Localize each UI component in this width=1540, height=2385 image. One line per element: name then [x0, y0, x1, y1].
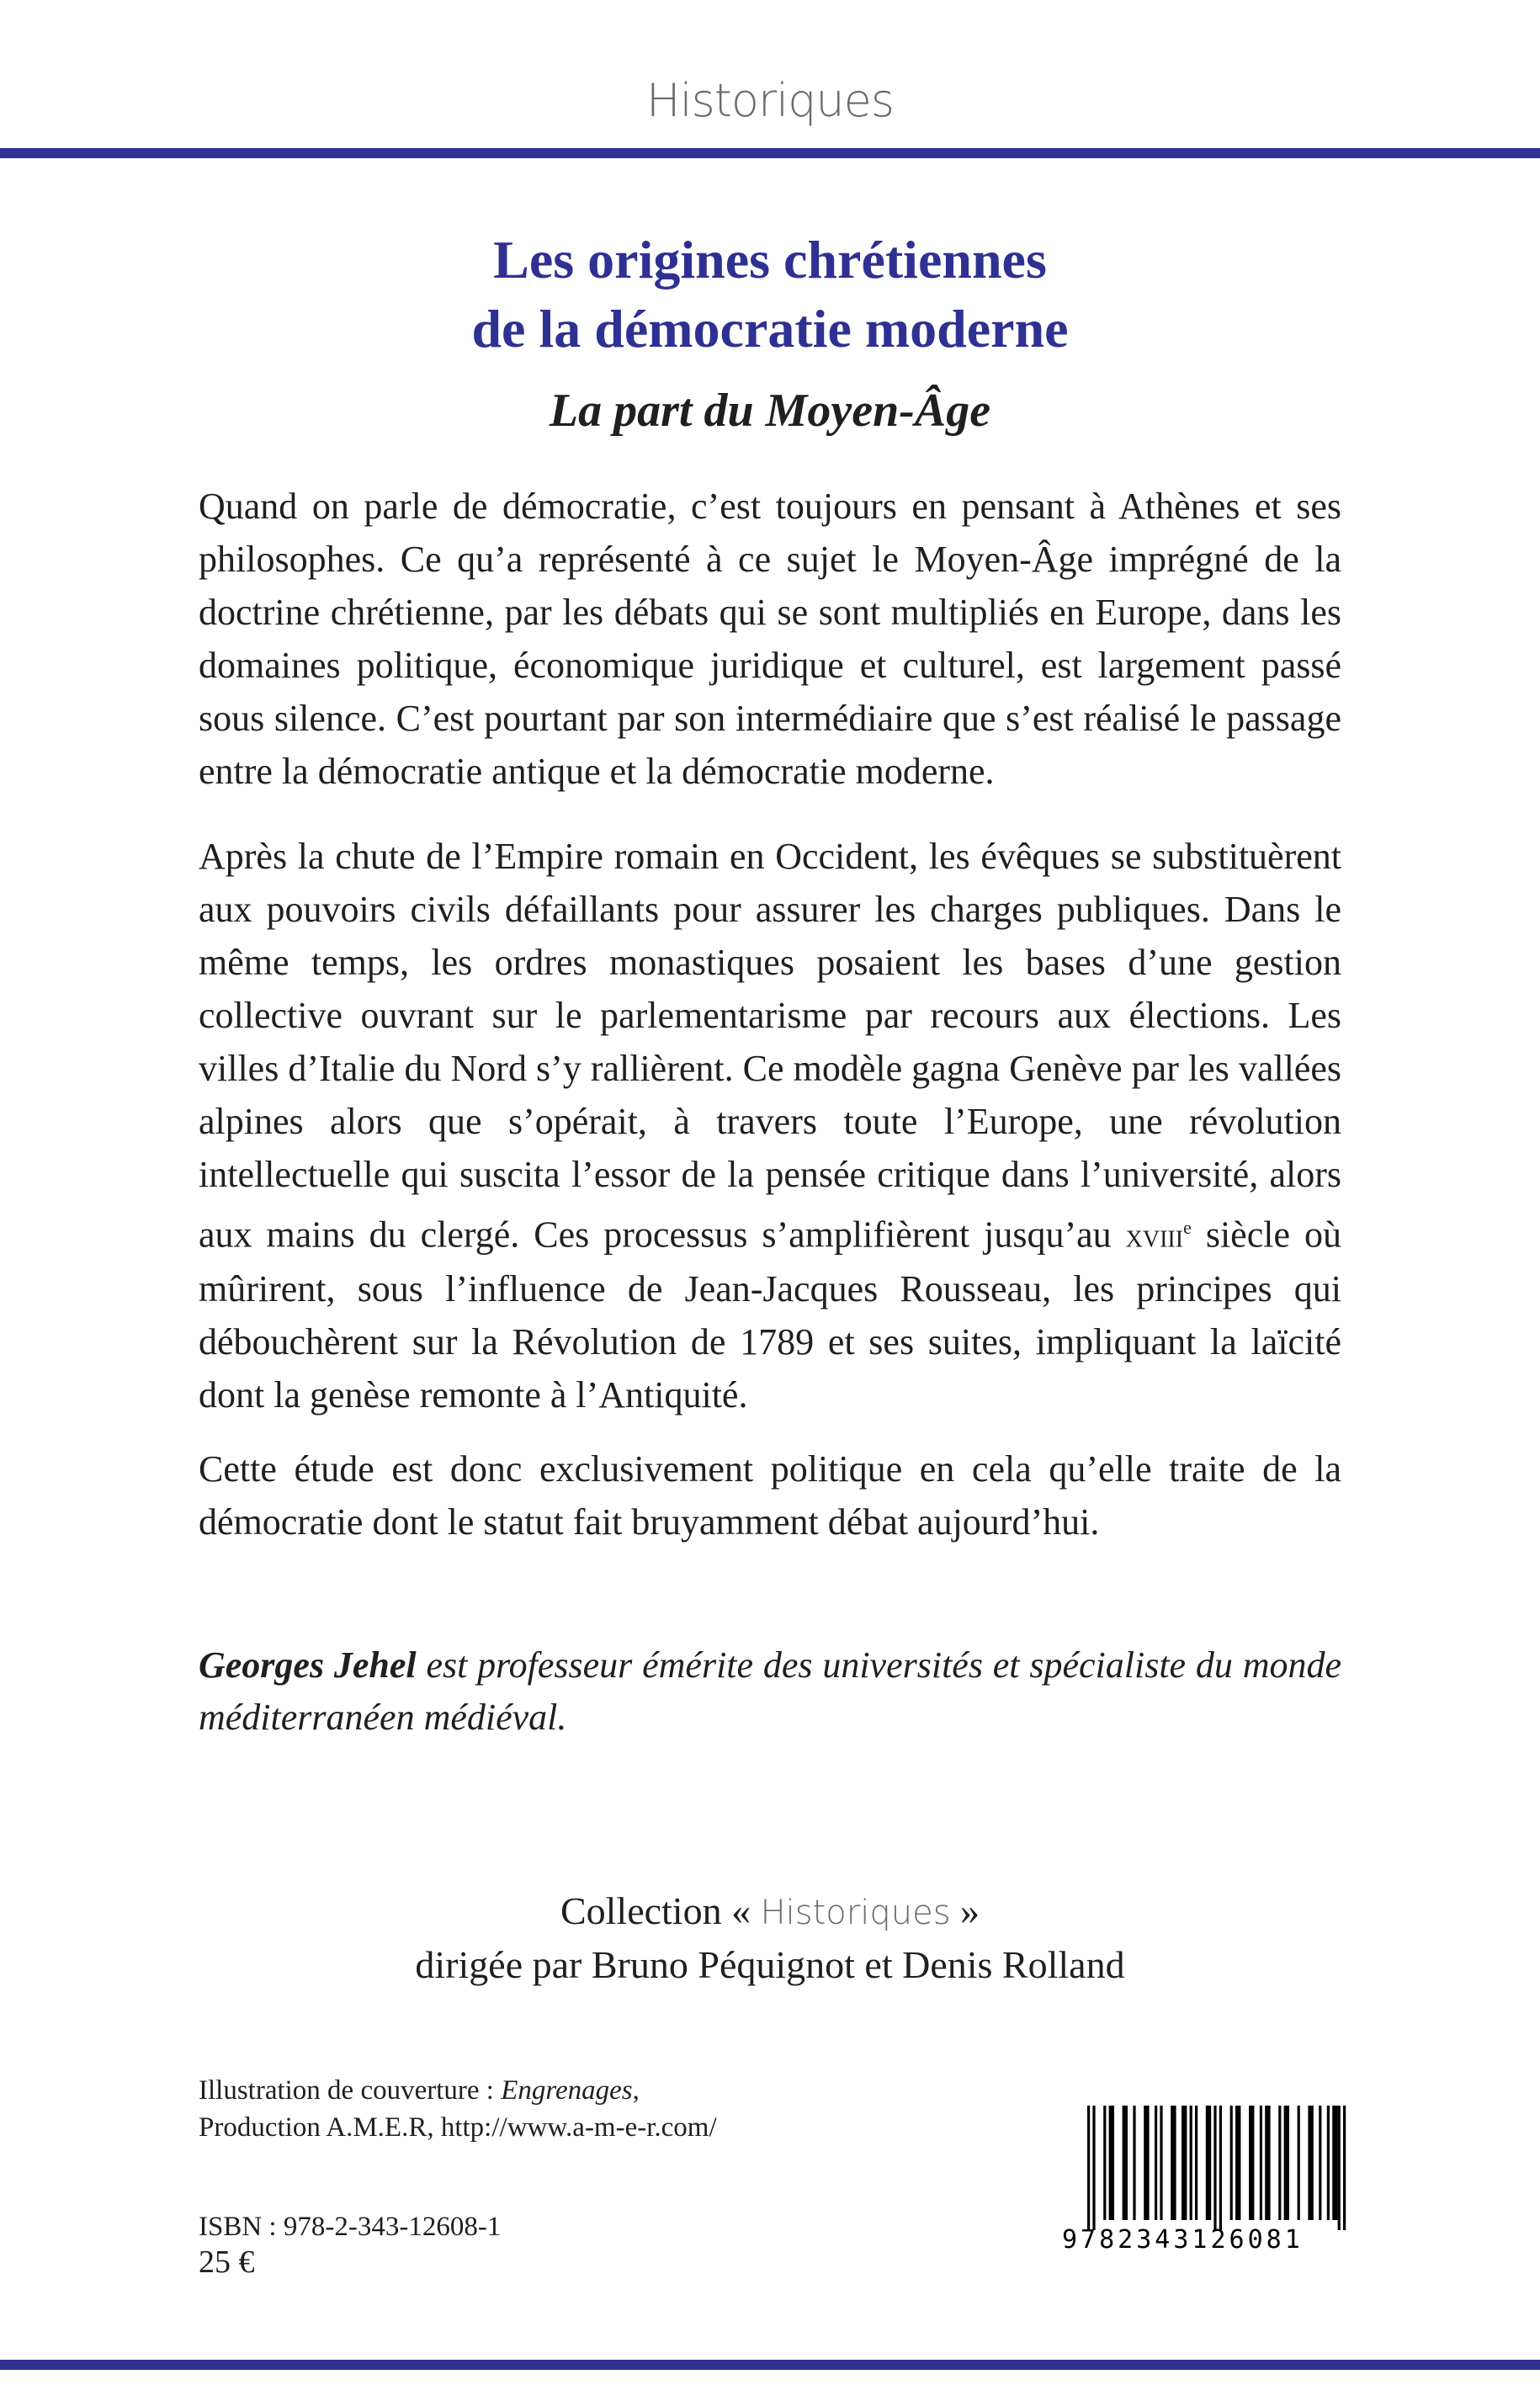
author-bio-text: est professeur émérite des universités et spécialiste du monde méditerranéen médiéval.: [199, 1644, 1341, 1738]
collection-prefix: Collection «: [560, 1889, 761, 1932]
illustration-credit: [199, 2072, 717, 2146]
paragraph-2-part-2: siècle où mûrirent, sous l’influence de Jean-Jacques Rousseau, les principes qui débouchèrent sur la Révolution de 1789 et ses suites, impliquant la laïcité dont la genèse remonte à l’Antiquité.: [199, 1214, 1341, 1416]
illustration-line: [199, 2072, 717, 2109]
barcode-bar: [1160, 2106, 1162, 2220]
barcode-bar: [1298, 2106, 1300, 2220]
illustration-title-suffix: ,: [632, 2075, 640, 2106]
barcode-bar: [1109, 2106, 1114, 2220]
collection-info: [0, 1885, 1540, 1991]
blurb-paragraph-1: Quand on parle de démocratie, c’est toujours en pensant à Athènes et ses philosophes. Ce qu’a représenté à ce sujet le Moyen-Âge imprégné de la doctrine chrétienne, par les débats qui se sont multipliés en Europe, dans les domaines politique, économique juridique et culturel, est largement passé sous silence. C’est pourtant par son intermédiaire que s’est réalisé le passage entre la démocratie antique et la démocratie moderne.: [199, 486, 1341, 792]
barcode-bar: [1327, 2106, 1330, 2220]
book-title-line1: Les origines chrétiennes: [493, 230, 1047, 289]
barcode-bar: [1230, 2106, 1233, 2220]
barcode-bar: [1260, 2106, 1262, 2220]
barcode-bar: [1219, 2106, 1222, 2230]
barcode-bar: [1144, 2106, 1149, 2220]
collection-directors: dirigée par Bruno Péquignot et Denis Rolland: [415, 1943, 1125, 1986]
author-bio: [199, 1639, 1341, 1744]
barcode-bar: [1343, 2106, 1346, 2230]
book-title-line2: de la démocratie moderne: [471, 299, 1069, 359]
barcode-bar: [1213, 2106, 1216, 2230]
barcode-bar: [1265, 2106, 1270, 2220]
barcode-bar: [1235, 2106, 1240, 2220]
illustration-label: Illustration de couverture :: [199, 2075, 502, 2106]
paragraph-2-part-1: Après la chute de l’Empire romain en Occident, les évêques se substituèrent aux pouvoirs civils défaillants pour assurer les charges publiques. Dans le même temps, les ordres monastiques posaient les bases d’une gestion collective ouvrant sur le parlementarisme par recours aux élections. Les villes d’Italie du Nord s’y rallièrent. Ce modèle gagna Genève par les vallées alpines alors que s’opérait, à travers toute l’Europe, une révolution intellectuelle qui suscita l’essor de la pensée critique dans l’université, alors aux mains du clergé. Ces processus s’amplifièrent jusqu’au: [199, 836, 1341, 1256]
bottom-rule: [0, 2360, 1540, 2370]
collection-suffix: »: [950, 1889, 980, 1932]
book-subtitle: La part du Moyen-Âge: [549, 385, 991, 437]
barcode-digits: 9782343126081: [1062, 2225, 1304, 2255]
barcode-bar: [1332, 2106, 1337, 2220]
blurb-paragraph-3: Cette étude est donc exclusivement politique en cela qu’elle traite de la démocratie dont le statut fait bruyamment débat aujourd’hui.: [199, 1448, 1341, 1543]
top-rule: [0, 148, 1540, 158]
barcode-bar: [1190, 2106, 1192, 2220]
series-logo: Historiques: [645, 74, 894, 127]
barcode-bar: [1182, 2106, 1187, 2220]
barcode-bar: [1087, 2106, 1090, 2230]
collection-line: [0, 1885, 1540, 1939]
author-name: Georges Jehel: [199, 1644, 417, 1686]
century-suffix: e: [1183, 1217, 1192, 1238]
barcode-bar: [1155, 2106, 1157, 2220]
barcode-bar: [1123, 2106, 1128, 2220]
collection-name: Historiques: [760, 1894, 951, 1932]
isbn: ISBN : 978-2-343-12608-1: [199, 2212, 502, 2242]
barcode-bar: [1319, 2106, 1321, 2220]
barcode: [1087, 2106, 1358, 2230]
blurb-paragraph-2: [199, 830, 1341, 1421]
barcode-bar: [1133, 2106, 1135, 2220]
barcode-bar: [1195, 2106, 1197, 2220]
price: 25 €: [199, 2244, 255, 2280]
barcode-bar: [1103, 2106, 1106, 2220]
barcode-bar: [1092, 2106, 1095, 2230]
barcode-bar: [1308, 2106, 1313, 2220]
barcode-bar: [1278, 2106, 1281, 2220]
barcode-bar: [1249, 2106, 1254, 2220]
barcode-bar: [1206, 2106, 1211, 2220]
century-numeral: xviii: [1125, 1216, 1184, 1255]
barcode-bar: [1338, 2106, 1341, 2230]
illustration-title: Engrenages: [501, 2075, 633, 2106]
barcode-bar: [1171, 2106, 1176, 2220]
barcode-bar: [1284, 2106, 1289, 2220]
illustration-production: Production A.M.E.R, http://www.a-m-e-r.com/: [199, 2112, 717, 2143]
